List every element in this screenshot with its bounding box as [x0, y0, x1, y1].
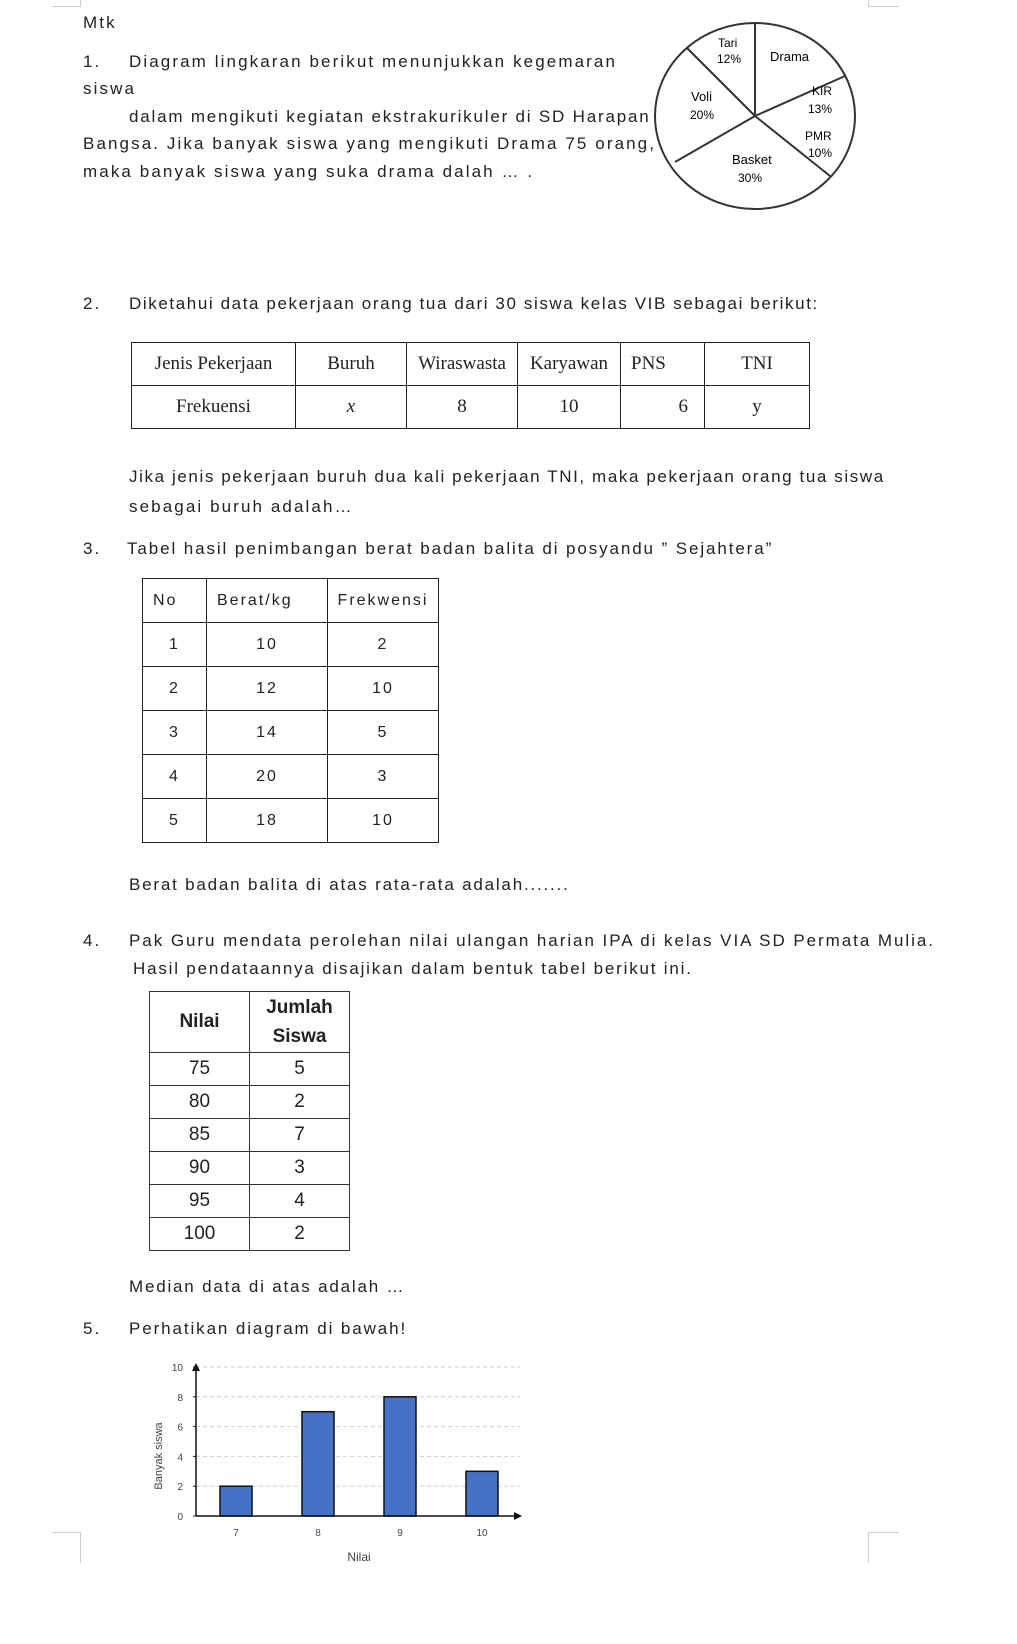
cell: x: [296, 386, 407, 429]
pie-label-basket: Basket: [732, 152, 772, 167]
q1-line5: maka banyak siswa yang suka drama dalah … .: [83, 162, 535, 181]
cell: 85: [150, 1119, 250, 1152]
x-tick-label: 8: [315, 1528, 321, 1539]
cell: 18: [207, 799, 328, 843]
header-jumlah-line1: Jumlah: [266, 997, 333, 1018]
cell: 3: [250, 1152, 350, 1185]
table-row: [150, 1119, 350, 1152]
cell: 2: [250, 1218, 350, 1251]
q4-line1: Pak Guru mendata perolehan nilai ulangan harian IPA di kelas VIA SD Permata Mulia.: [129, 931, 935, 950]
bar-chart: [140, 1352, 540, 1567]
occupation-table: [131, 342, 810, 429]
q4-number: 4.: [83, 931, 102, 950]
cell-header: Wiraswasta: [407, 343, 518, 386]
cell: 10: [328, 799, 439, 843]
q2-intro: Diketahui data pekerjaan orang tua dari 30 siswa kelas VIB sebagai berikut:: [129, 294, 819, 313]
pie-label-drama: Drama: [770, 49, 810, 64]
cell: 3: [143, 711, 207, 755]
cell: 1: [143, 623, 207, 667]
bar-8: [302, 1412, 334, 1516]
q3-intro: Tabel hasil penimbangan berat badan balita di posyandu ” Sejahtera”: [127, 539, 774, 558]
cell-header: Buruh: [296, 343, 407, 386]
x-axis-arrow: [514, 1512, 522, 1520]
q1-line4: Bangsa. Jika banyak siswa yang mengikuti Drama 75 orang,: [83, 134, 657, 153]
cell: 12: [207, 667, 328, 711]
cell: 4: [143, 755, 207, 799]
q5-number: 5.: [83, 1319, 102, 1338]
q4-question: Median data di atas adalah …: [129, 1277, 406, 1296]
y-tick-label: 6: [177, 1422, 183, 1434]
table-row: [150, 1218, 350, 1251]
cell: 7: [250, 1119, 350, 1152]
pie-label-pmr: PMR: [805, 129, 832, 143]
cell-header: PNS: [621, 343, 705, 386]
pie-pct-basket: 30%: [738, 171, 763, 185]
cell-header: Karyawan: [518, 343, 621, 386]
cell: 2: [328, 623, 439, 667]
table-row: [150, 1086, 350, 1119]
q2-number: 2.: [83, 294, 102, 313]
cell: 10: [518, 386, 621, 429]
cell: 80: [150, 1086, 250, 1119]
cell-header: Frekwensi: [328, 579, 439, 623]
y-tick-label: 10: [171, 1363, 183, 1374]
corner-mark-bottom-right: [868, 1532, 899, 1563]
bar-9: [384, 1397, 416, 1516]
cell: 10: [328, 667, 439, 711]
q1-number: 1.: [83, 52, 102, 71]
q1-line3: dalam mengikuti kegiatan ekstrakurikuler di SD Harapan: [129, 107, 651, 126]
x-tick-label: 10: [476, 1528, 488, 1539]
table-row: [143, 667, 439, 711]
cell: 2: [143, 667, 207, 711]
cell: 4: [250, 1185, 350, 1218]
pie-pct-voli: 20%: [690, 108, 715, 122]
cell: 10: [207, 623, 328, 667]
cell-header: Jenis Pekerjaan: [132, 343, 296, 386]
cell: 5: [328, 711, 439, 755]
pie-chart: [645, 18, 860, 218]
header-nilai: Nilai: [150, 992, 250, 1053]
cell: 8: [407, 386, 518, 429]
y-tick-label: 4: [177, 1452, 183, 1464]
table-row: [143, 755, 439, 799]
y-axis-label: Banyak siswa: [153, 1422, 165, 1490]
q1-line2: siswa: [83, 79, 137, 98]
table-row: [150, 1152, 350, 1185]
table-row: [143, 799, 439, 843]
header-jumlah-line2: Siswa: [272, 1026, 327, 1047]
cell: 2: [250, 1086, 350, 1119]
weight-table: [142, 578, 439, 843]
q3-number: 3.: [83, 539, 102, 558]
table-row: [150, 1053, 350, 1086]
pie-pct-pmr: 10%: [808, 146, 833, 160]
cell: 90: [150, 1152, 250, 1185]
q4-line2: Hasil pendataannya disajikan dalam bentuk tabel berikut ini.: [133, 959, 693, 978]
x-tick-label: 7: [233, 1528, 239, 1539]
page-title: Mtk: [83, 13, 117, 32]
occupation-frequency-row: [132, 386, 810, 429]
pie-label-voli: Voli: [691, 89, 712, 104]
pie-pct-tari: 12%: [717, 52, 742, 66]
bar-7: [220, 1486, 252, 1516]
x-axis-label: Nilai: [347, 1550, 371, 1564]
corner-mark-bottom-left: [52, 1532, 81, 1563]
score-header-row: [150, 992, 350, 1053]
corner-mark-top-right: [868, 0, 899, 7]
cell: Frekuensi: [132, 386, 296, 429]
cell: 75: [150, 1053, 250, 1086]
x-tick-label: 9: [397, 1528, 403, 1539]
cell: 95: [150, 1185, 250, 1218]
cell-header: TNI: [705, 343, 810, 386]
table-row: [143, 711, 439, 755]
cell: 5: [143, 799, 207, 843]
cell: 5: [250, 1053, 350, 1086]
corner-mark-top-left: [52, 0, 81, 7]
cell: 14: [207, 711, 328, 755]
table-row: [143, 623, 439, 667]
cell: 3: [328, 755, 439, 799]
occupation-header-row: [132, 343, 810, 386]
cell: 6: [621, 386, 705, 429]
cell-header: Berat/kg: [207, 579, 328, 623]
q1-line1: Diagram lingkaran berikut menunjukkan kegemaran: [129, 52, 618, 71]
cell-header: No: [143, 579, 207, 623]
header-jumlah-siswa: [250, 992, 350, 1053]
q3-question: Berat badan balita di atas rata-rata adalah.......: [129, 875, 570, 894]
cell: 20: [207, 755, 328, 799]
y-tick-label: 0: [177, 1512, 183, 1523]
bar-10: [466, 1471, 498, 1516]
q2-text2: sebagai buruh adalah…: [129, 497, 354, 516]
cell: 100: [150, 1218, 250, 1251]
pie-pct-kir: 13%: [808, 102, 833, 116]
cell: y: [705, 386, 810, 429]
weight-header-row: [143, 579, 439, 623]
pie-label-tari: Tari: [718, 36, 738, 50]
q5-intro: Perhatikan diagram di bawah!: [129, 1319, 408, 1338]
score-table: [149, 991, 350, 1251]
q2-text1: Jika jenis pekerjaan buruh dua kali pekerjaan TNI, maka pekerjaan orang tua siswa: [129, 467, 885, 486]
table-row: [150, 1185, 350, 1218]
pie-label-kir: KIR: [812, 84, 833, 98]
y-tick-label: 2: [177, 1482, 183, 1494]
y-tick-label: 8: [177, 1392, 183, 1404]
